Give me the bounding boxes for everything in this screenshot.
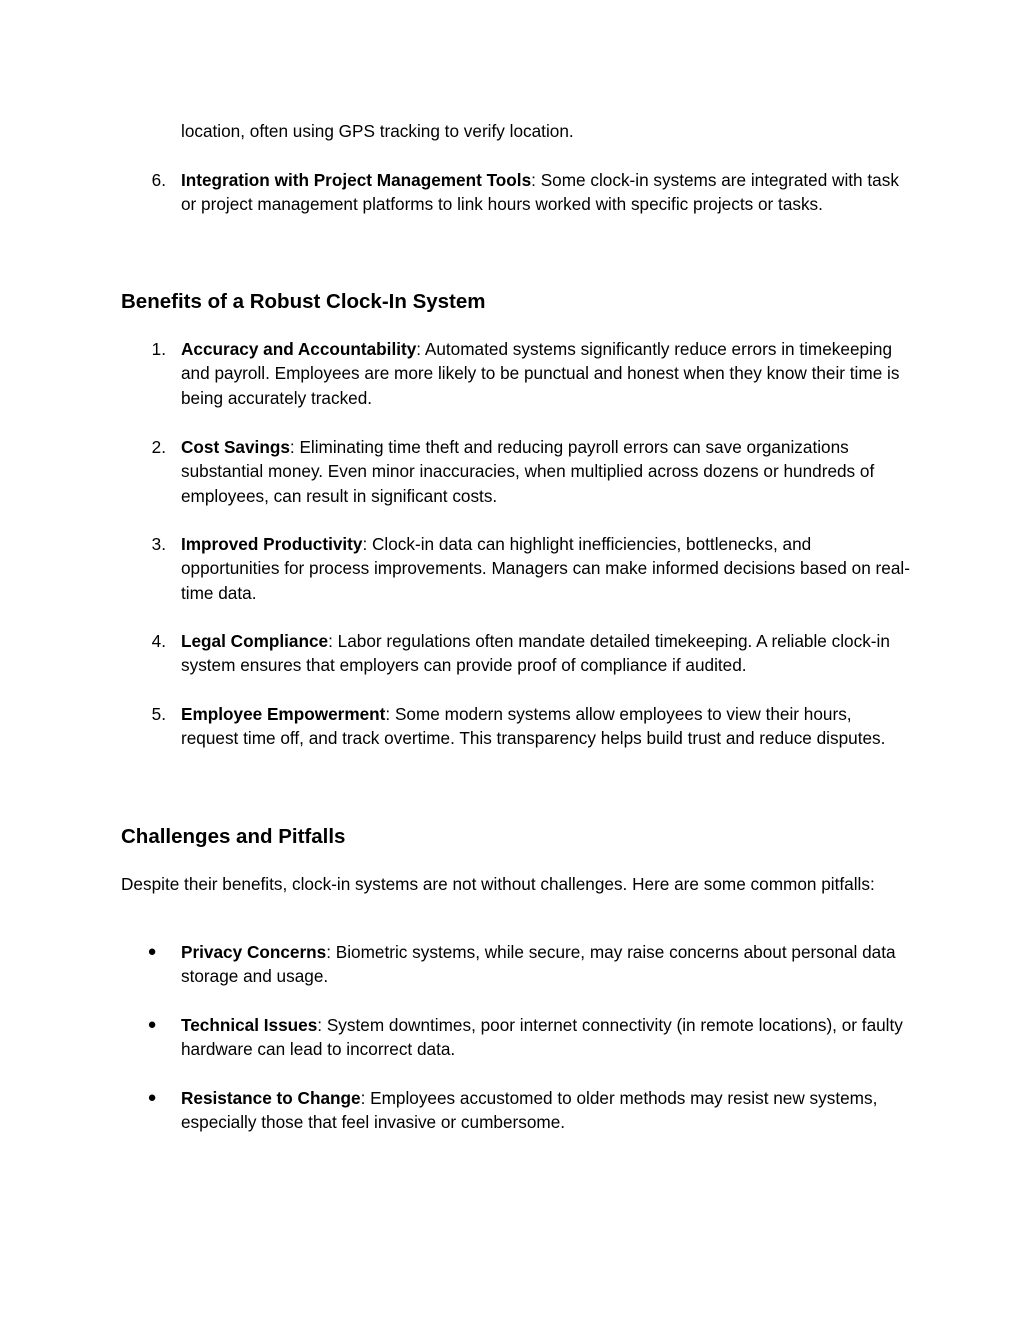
list-marker: 6. — [151, 170, 166, 190]
list-item-desc: : Labor regulations often mandate detailed timekeeping. A reliable clock-in system ensures that employers can provide proof of compliance if audited. — [181, 631, 890, 676]
bullet-icon: ● — [147, 1089, 157, 1106]
bullet-icon: ● — [147, 1016, 157, 1033]
list-item — [181, 629, 911, 678]
list-item-term: Resistance to Change — [181, 1088, 361, 1108]
list-item — [181, 532, 911, 605]
list-marker: 5. — [151, 704, 166, 724]
list-item-term: Legal Compliance — [181, 631, 329, 651]
list-item-desc: : Some modern systems allow employees to view their hours, request time off, and track overtime. This transparency helps build trust and reduce disputes. — [181, 704, 886, 749]
list-item-term: Employee Empowerment — [181, 704, 386, 724]
section-heading-benefits: Benefits of a Robust Clock-In System — [121, 290, 486, 313]
list-item-desc: : System downtimes, poor internet connectivity (in remote locations), or faulty hardware can lead to incorrect data. — [181, 1015, 903, 1060]
list-marker: 3. — [151, 534, 166, 554]
list-marker: 2. — [151, 437, 166, 457]
list-item-desc: : Employees accustomed to older methods may resist new systems, especially those that feel invasive or cumbersome. — [181, 1088, 878, 1133]
list-item — [181, 940, 911, 989]
list-marker: 1. — [151, 339, 166, 359]
bullet-icon: ● — [147, 943, 157, 960]
continuation-text: location, often using GPS tracking to verify location. — [181, 121, 574, 141]
list-item — [181, 337, 911, 410]
list-item-desc: : Biometric systems, while secure, may raise concerns about personal data storage and usage. — [181, 942, 896, 987]
list-item-term: Improved Productivity — [181, 534, 363, 554]
list-item-term: Accuracy and Accountability — [181, 339, 417, 359]
section-intro: Despite their benefits, clock-in systems are not without challenges. Here are some common pitfalls: — [121, 874, 875, 894]
list-item-term: Technical Issues — [181, 1015, 318, 1035]
list-item-term: Integration with Project Management Tools — [181, 170, 532, 190]
list-item-term: Privacy Concerns — [181, 942, 327, 962]
list-item — [181, 168, 911, 217]
list-item — [181, 702, 911, 751]
list-item — [181, 1086, 911, 1135]
list-item-desc: : Some clock-in systems are integrated with task or project management platforms to link hours worked with specific projects or tasks. — [181, 170, 899, 215]
list-item-term: Cost Savings — [181, 437, 290, 457]
list-item-desc: : Eliminating time theft and reducing payroll errors can save organizations substantial money. Even minor inaccuracies, when multiplied across dozens or hundreds of employees, can result in significant costs. — [181, 437, 875, 506]
section-heading-challenges: Challenges and Pitfalls — [121, 825, 346, 848]
list-item-desc: : Automated systems significantly reduce errors in timekeeping and payroll. Employees are more likely to be punctual and honest when they know their time is being accurately tracked. — [181, 339, 900, 408]
list-item — [181, 435, 911, 508]
list-item-desc: : Clock-in data can highlight inefficiencies, bottlenecks, and opportunities for process improvements. Managers can make informed decisions based on real-time data. — [181, 534, 910, 603]
list-item — [181, 1013, 911, 1062]
list-marker: 4. — [151, 631, 166, 651]
